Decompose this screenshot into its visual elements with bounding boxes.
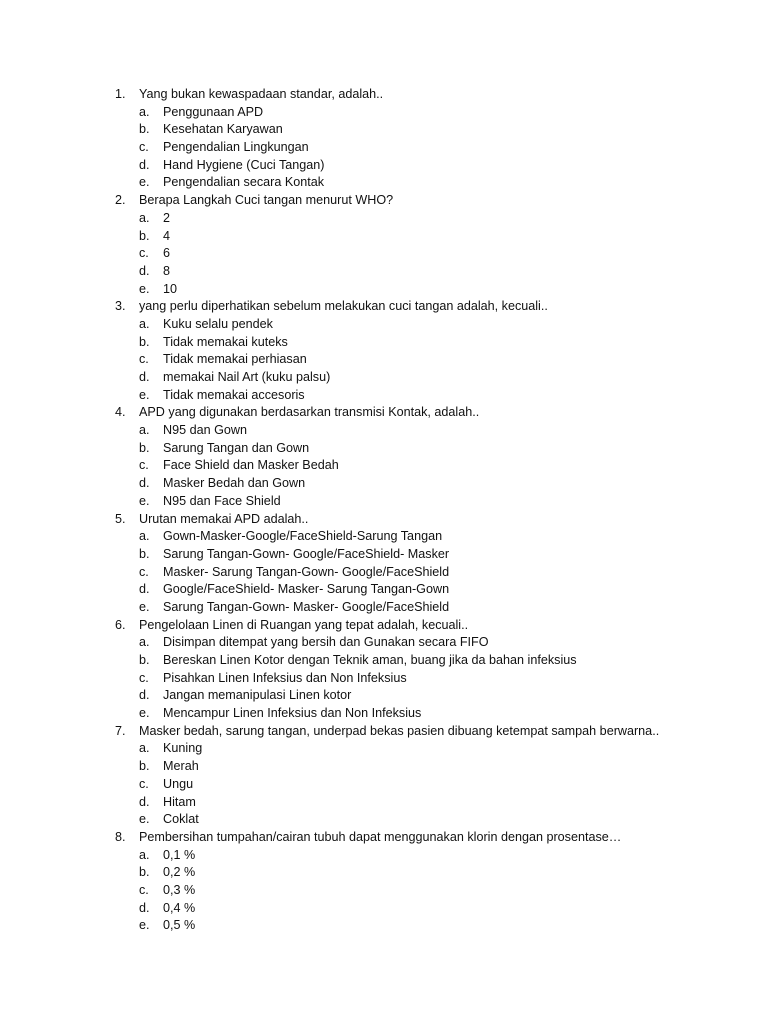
option-letter: c. xyxy=(139,458,149,473)
question xyxy=(0,298,768,316)
option-text: Penggunaan APD xyxy=(163,104,264,119)
answer-option xyxy=(0,387,768,405)
answer-option xyxy=(0,457,768,475)
option-text: Tidak memakai perhiasan xyxy=(163,352,307,367)
question-number: 1. xyxy=(115,87,126,101)
option-text: Tidak memakai accesoris xyxy=(163,387,305,402)
question xyxy=(0,511,768,529)
option-letter: e. xyxy=(139,387,150,402)
option-letter: a. xyxy=(139,741,150,756)
answer-option xyxy=(0,634,768,652)
option-letter: b. xyxy=(139,865,150,880)
option-letter: d. xyxy=(139,582,150,597)
answer-option xyxy=(0,794,768,812)
option-text: Pengendalian secara Kontak xyxy=(163,175,325,190)
question-text: Urutan memakai APD adalah.. xyxy=(139,511,309,526)
option-letter: b. xyxy=(139,334,150,349)
question xyxy=(0,86,768,104)
question-text: Pengelolaan Linen di Ruangan yang tepat adalah, kecuali.. xyxy=(139,617,469,632)
option-text: Pisahkan Linen Infeksius dan Non Infeksius xyxy=(163,670,407,685)
answer-option xyxy=(0,245,768,263)
option-letter: d. xyxy=(139,794,150,809)
answer-option xyxy=(0,670,768,688)
option-letter: e. xyxy=(139,599,150,614)
answer-option xyxy=(0,157,768,175)
option-letter: d. xyxy=(139,157,150,172)
answer-option xyxy=(0,281,768,299)
option-text: 10 xyxy=(163,281,178,296)
option-letter: c. xyxy=(139,882,149,897)
option-text: Sarung Tangan-Gown- Google/FaceShield- Masker xyxy=(163,546,450,561)
option-letter: c. xyxy=(139,776,149,791)
option-text: Masker Bedah dan Gown xyxy=(163,476,306,491)
question-number: 8. xyxy=(115,829,126,844)
answer-option xyxy=(0,369,768,387)
option-letter: e. xyxy=(139,706,150,721)
question-number: 2. xyxy=(115,193,126,208)
answer-option xyxy=(0,440,768,458)
option-letter: b. xyxy=(139,440,150,455)
option-letter: d. xyxy=(139,476,150,491)
answer-option xyxy=(0,493,768,511)
question-text: Berapa Langkah Cuci tangan menurut WHO? xyxy=(139,193,394,208)
question-number: 7. xyxy=(115,723,126,738)
answer-option xyxy=(0,528,768,546)
question-number: 6. xyxy=(115,617,126,632)
option-text: 0,4 % xyxy=(163,900,196,915)
option-text: Ungu xyxy=(163,776,194,791)
answer-option xyxy=(0,174,768,192)
option-letter: e. xyxy=(139,493,150,508)
answer-option xyxy=(0,652,768,670)
question xyxy=(0,829,768,847)
option-text: Hitam xyxy=(163,794,196,809)
answer-option xyxy=(0,599,768,617)
option-text: Disimpan ditempat yang bersih dan Gunakan secara FIFO xyxy=(163,635,489,650)
option-text: 8 xyxy=(163,263,171,278)
option-letter: b. xyxy=(139,122,150,137)
option-text: 4 xyxy=(163,228,171,243)
option-text: 6 xyxy=(163,246,171,261)
option-letter: e. xyxy=(139,812,150,827)
answer-option xyxy=(0,422,768,440)
question-text: APD yang digunakan berdasarkan transmisi Kontak, adalah.. xyxy=(139,405,480,420)
option-text: Masker- Sarung Tangan-Gown- Google/FaceShield xyxy=(163,564,450,579)
option-letter: b. xyxy=(139,653,150,667)
answer-option xyxy=(0,758,768,776)
option-text: Mencampur Linen Infeksius dan Non Infeksius xyxy=(163,706,422,721)
answer-option xyxy=(0,475,768,493)
answer-option xyxy=(0,263,768,281)
option-letter: c. xyxy=(139,352,149,367)
option-letter: e. xyxy=(139,918,150,933)
option-letter: b. xyxy=(139,228,150,243)
option-letter: b. xyxy=(139,546,150,561)
option-text: Kuku selalu pendek xyxy=(163,316,273,331)
question-text: Masker bedah, sarung tangan, underpad bekas pasien dibuang ketempat sampah berwarna.. xyxy=(139,723,660,738)
option-letter: e. xyxy=(139,281,150,296)
answer-option xyxy=(0,316,768,334)
option-text: Tidak memakai kuteks xyxy=(163,334,288,349)
option-text: 0,3 % xyxy=(163,882,196,897)
question xyxy=(0,192,768,210)
answer-option xyxy=(0,228,768,246)
answer-option xyxy=(0,581,768,599)
option-letter: c. xyxy=(139,140,149,155)
option-letter: a. xyxy=(139,423,150,438)
option-text: Hand Hygiene (Cuci Tangan) xyxy=(163,157,325,172)
question-number: 4. xyxy=(115,405,126,420)
option-letter: d. xyxy=(139,688,150,703)
answer-option xyxy=(0,210,768,228)
option-text: Sarung Tangan dan Gown xyxy=(163,440,310,455)
option-letter: a. xyxy=(139,635,150,650)
question-text: Yang bukan kewaspadaan standar, adalah.. xyxy=(139,87,384,101)
question xyxy=(0,617,768,635)
option-letter: b. xyxy=(139,759,150,774)
option-text: 0,5 % xyxy=(163,918,196,933)
answer-option xyxy=(0,847,768,865)
option-letter: a. xyxy=(139,210,150,225)
answer-option xyxy=(0,334,768,352)
question xyxy=(0,404,768,422)
option-text: Jangan memanipulasi Linen kotor xyxy=(163,688,352,703)
option-letter: c. xyxy=(139,246,149,261)
option-text: Pengendalian Lingkungan xyxy=(163,140,309,155)
question-text: yang perlu diperhatikan sebelum melakukan cuci tangan adalah, kecuali.. xyxy=(139,299,548,314)
option-text: N95 dan Face Shield xyxy=(163,493,281,508)
answer-option xyxy=(0,139,768,157)
option-text: Google/FaceShield- Masker- Sarung Tangan-Gown xyxy=(163,582,450,597)
answer-option xyxy=(0,776,768,794)
question-number: 5. xyxy=(115,511,126,526)
answer-option xyxy=(0,882,768,900)
option-letter: d. xyxy=(139,900,150,915)
answer-option xyxy=(0,705,768,723)
answer-option xyxy=(0,917,768,935)
option-letter: d. xyxy=(139,370,150,384)
question xyxy=(0,723,768,741)
answer-option xyxy=(0,864,768,882)
answer-option xyxy=(0,121,768,139)
option-text: N95 dan Gown xyxy=(163,423,248,438)
option-letter: e. xyxy=(139,175,150,190)
option-text: memakai Nail Art (kuku palsu) xyxy=(163,370,331,384)
option-text: 0,2 % xyxy=(163,865,196,880)
answer-option xyxy=(0,900,768,918)
answer-option xyxy=(0,104,768,122)
option-letter: c. xyxy=(139,564,149,579)
answer-option xyxy=(0,687,768,705)
option-text: 2 xyxy=(163,210,171,225)
option-text: Sarung Tangan-Gown- Masker- Google/FaceShield xyxy=(163,599,450,614)
answer-option xyxy=(0,546,768,564)
answer-option xyxy=(0,811,768,829)
option-text: Bereskan Linen Kotor dengan Teknik aman, buang jika da bahan infeksius xyxy=(163,653,577,667)
option-text: Gown-Masker-Google/FaceShield-Sarung Tangan xyxy=(163,529,443,544)
option-letter: a. xyxy=(139,316,150,331)
option-letter: a. xyxy=(139,847,150,862)
answer-option xyxy=(0,740,768,758)
option-text: 0,1 % xyxy=(163,847,196,862)
option-text: Kesehatan Karyawan xyxy=(163,122,283,137)
question-list xyxy=(0,86,768,935)
question-number: 3. xyxy=(115,299,126,314)
option-text: Coklat xyxy=(163,812,199,827)
answer-option xyxy=(0,564,768,582)
option-text: Merah xyxy=(163,759,199,774)
option-text: Face Shield dan Masker Bedah xyxy=(163,458,339,473)
question-text: Pembersihan tumpahan/cairan tubuh dapat menggunakan klorin dengan prosentase… xyxy=(139,829,622,844)
option-letter: d. xyxy=(139,263,150,278)
option-letter: a. xyxy=(139,529,150,544)
option-letter: a. xyxy=(139,104,150,119)
option-text: Kuning xyxy=(163,741,203,756)
option-letter: c. xyxy=(139,670,149,685)
answer-option xyxy=(0,351,768,369)
